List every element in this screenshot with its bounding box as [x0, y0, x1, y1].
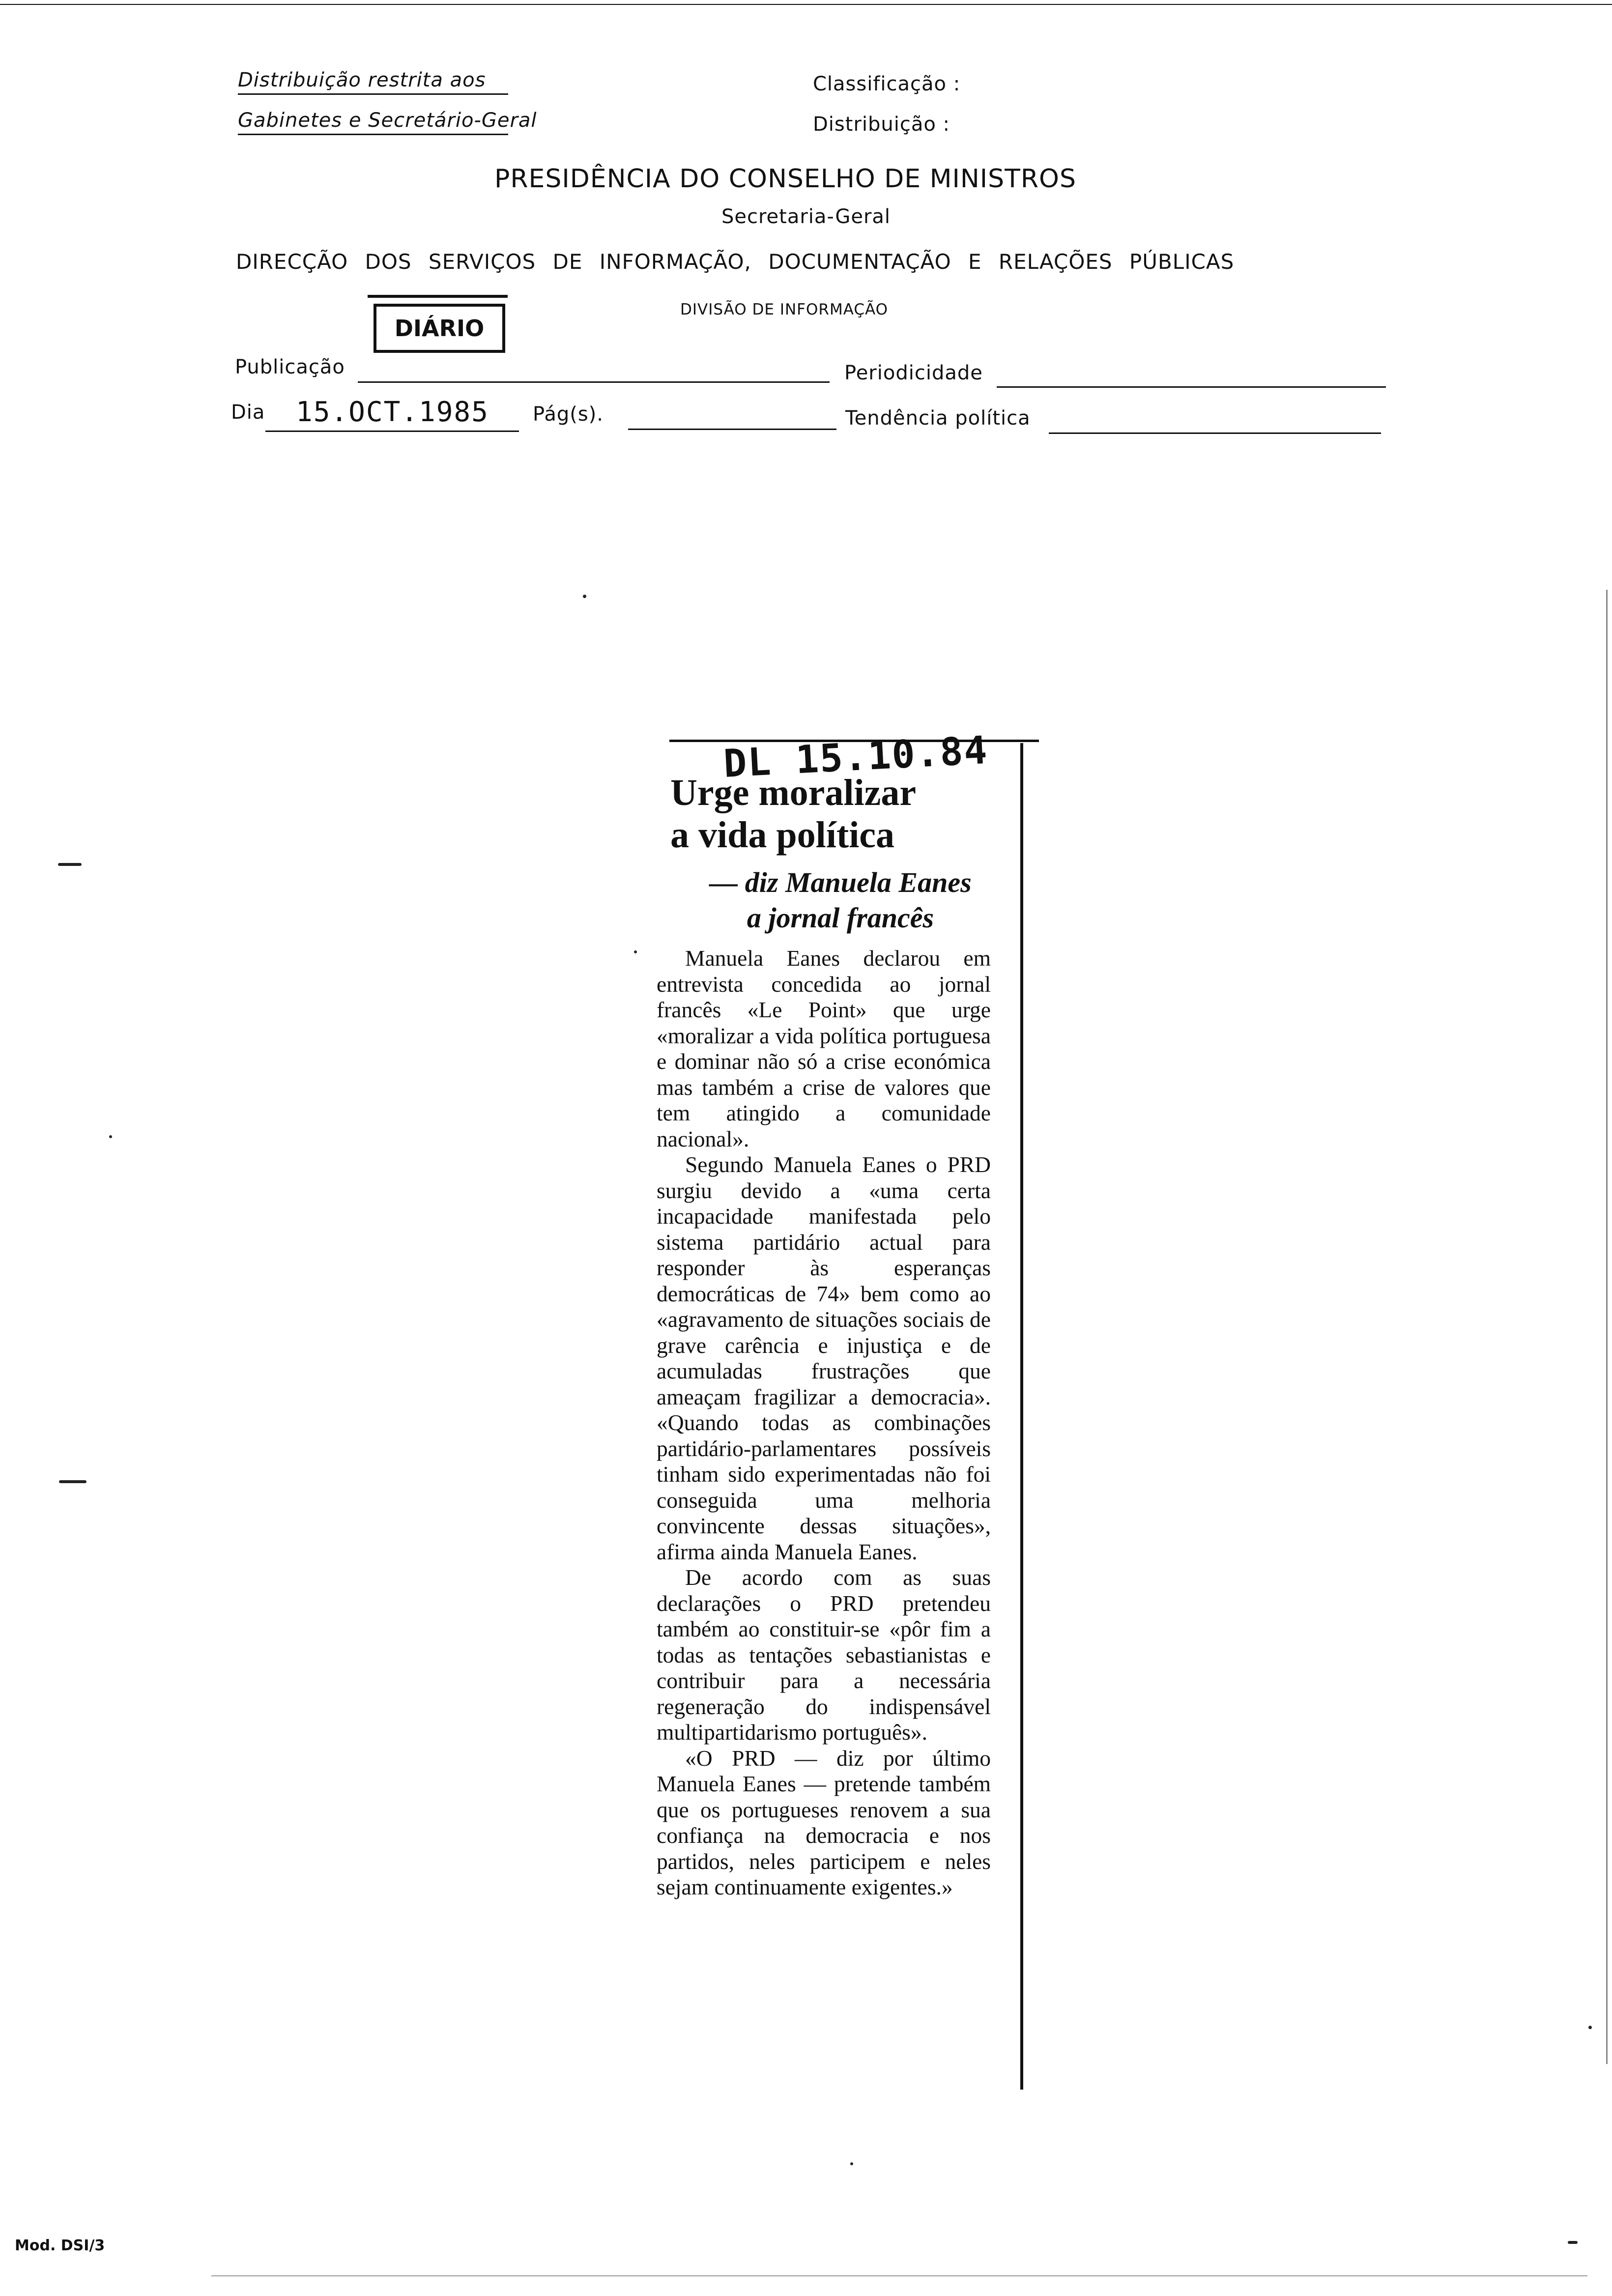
scan-speck [850, 2162, 853, 2165]
handwritten-date-note: DL 15.10.84 [722, 728, 989, 787]
scan-right-edge [1606, 590, 1608, 2064]
dia-underline [265, 430, 519, 432]
scan-mark [59, 1480, 86, 1483]
classificacao-label: Classificação : [813, 73, 961, 95]
dia-label: Dia [231, 401, 265, 424]
headline-line1: Urge moralizar [670, 772, 917, 813]
article-paragraph-1: Manuela Eanes declarou em entrevista concedida ao jornal francês «Le Point» que urge «moralizar a vida política portuguesa e dominar não só a crise económica mas também a crise de valores que tem atingido a comunidade nacional». [657, 946, 991, 1151]
ministry-title: PRESIDÊNCIA DO CONSELHO DE MINISTROS [494, 164, 1076, 194]
article-paragraph-3: De acordo com as suas declarações o PRD pretendeu também ao constituir-se «pôr fim a todas as tentações sebastianistas e contribuir para a necessária regeneração do indispensável multipartidarismo português». [657, 1565, 991, 1745]
pags-label: Pág(s). [533, 403, 604, 426]
secretaria-geral: Secretaria-Geral [721, 205, 891, 228]
subhead-line1: — diz Manuela Eanes [709, 866, 972, 898]
article-paragraph-4: «O PRD — diz por último Manuela Eanes — pretende também que os portugueses renovem a sua confiança na democracia e nos partidos, neles participem e neles sejam continuamente exigentes.» [657, 1745, 991, 1899]
article-body [657, 946, 991, 1900]
publicacao-underline [358, 381, 830, 383]
divisao-informacao: DIVISÃO DE INFORMAÇÃO [680, 301, 889, 318]
scan-speck [634, 950, 637, 953]
subhead-line2: a jornal francês [747, 902, 934, 934]
dia-value-stamp: 15.OCT.1985 [296, 396, 489, 428]
periodicidade-underline [997, 386, 1386, 388]
scan-top-edge [0, 4, 1612, 5]
publication-stamp: DIÁRIO [374, 304, 505, 353]
restricted-distribution-line1: Distribuição restrita aos [238, 69, 508, 95]
scan-speck [583, 595, 586, 598]
scan-mark [1568, 2241, 1578, 2244]
pags-underline [628, 429, 836, 430]
publicacao-label: Publicação [235, 356, 345, 378]
clipping-right-rule [1020, 743, 1023, 2090]
headline-line2: a vida política [670, 814, 895, 856]
scan-mark [58, 863, 82, 866]
tendencia-underline [1049, 432, 1381, 434]
distribuicao-label: Distribuição : [813, 113, 950, 136]
periodicidade-label: Periodicidade [844, 362, 983, 384]
tendencia-label: Tendência política [845, 407, 1031, 430]
scan-speck [109, 1135, 112, 1138]
direccao-servicos: DIRECÇÃO DOS SERVIÇOS DE INFORMAÇÃO, DOCUMENTAÇÃO E RELAÇÕES PÚBLICAS [236, 250, 1235, 274]
article-paragraph-2: Segundo Manuela Eanes o PRD surgiu devido a «uma certa incapacidade manifestada pelo sistema partidário actual para responder às esperanças democráticas de 74» bem como ao «agravamento de situações sociais de grave carência e injustiça e de acumuladas frustrações que ameaçam fragilizar a democracia». «Quando todas as combinações partidário-parlamentares possíveis tinham sido experimentadas não foi conseguida uma melhoria convincente dessas situações», afirma ainda Manuela Eanes. [657, 1152, 991, 1564]
scan-bottom-edge [211, 2275, 1587, 2276]
restricted-distribution-line2: Gabinetes e Secretário-Geral [238, 109, 508, 135]
stamp-frame-top [368, 295, 508, 298]
form-code: Mod. DSI/3 [15, 2237, 105, 2254]
scan-speck [1588, 2026, 1592, 2029]
